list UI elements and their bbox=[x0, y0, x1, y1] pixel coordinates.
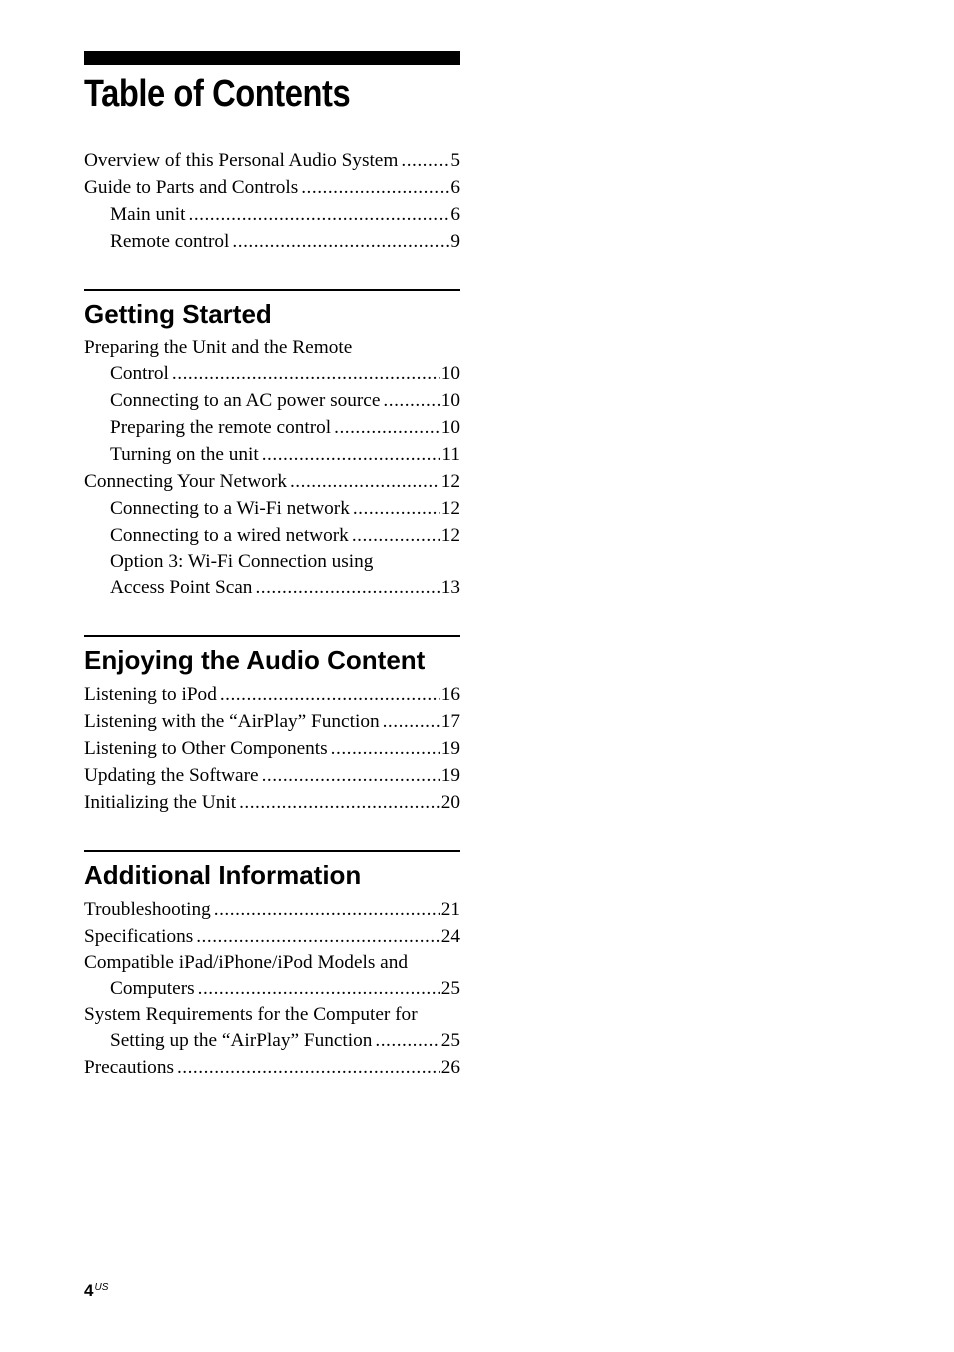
toc-entry-page: 26 bbox=[440, 1057, 460, 1078]
dot-leader bbox=[239, 789, 440, 816]
toc-entry-label: Connecting to an AC power source bbox=[110, 390, 381, 411]
region-code: US bbox=[94, 1282, 109, 1293]
section-getting-started bbox=[84, 289, 460, 601]
toc-entry-label: Listening to iPod bbox=[84, 684, 217, 705]
toc-entry-label: Connecting to a wired network bbox=[110, 525, 349, 546]
toc-entry-page: 12 bbox=[440, 525, 460, 546]
toc-entry-label: Compatible iPad/iPhone/iPod Models and bbox=[84, 952, 409, 973]
toc-entry-precautions[interactable] bbox=[84, 1054, 460, 1081]
toc-entry-turning-on[interactable] bbox=[84, 441, 460, 468]
toc-page bbox=[84, 51, 460, 1081]
dot-leader bbox=[352, 522, 440, 549]
dot-leader bbox=[172, 360, 440, 387]
toc-entry-page: 13 bbox=[440, 577, 460, 598]
toc-entry-label: Initializing the Unit bbox=[84, 792, 237, 813]
toc-entry-label: Troubleshooting bbox=[84, 899, 211, 920]
toc-entry-page: 19 bbox=[440, 738, 460, 759]
toc-entry-page: 5 bbox=[450, 150, 460, 171]
toc-entry-initializing[interactable] bbox=[84, 789, 460, 816]
toc-entry-preparing-unit[interactable] bbox=[84, 335, 460, 360]
toc-entry-ac-power[interactable] bbox=[84, 387, 460, 414]
toc-entry-page: 19 bbox=[440, 765, 460, 786]
dot-leader bbox=[177, 1054, 440, 1081]
section-rule bbox=[84, 289, 460, 291]
dot-leader bbox=[262, 762, 440, 789]
toc-entry-page: 9 bbox=[450, 231, 460, 252]
toc-entry-label: Connecting Your Network bbox=[84, 471, 287, 492]
toc-entry-label: Guide to Parts and Controls bbox=[84, 177, 299, 198]
toc-entry-page: 21 bbox=[440, 899, 460, 920]
toc-entry-main-unit[interactable] bbox=[84, 201, 460, 228]
section-title: Getting Started bbox=[84, 299, 272, 329]
toc-entry-label: Updating the Software bbox=[84, 765, 259, 786]
dot-leader bbox=[334, 414, 440, 441]
section-enjoying-audio bbox=[84, 635, 460, 816]
dot-leader bbox=[189, 201, 450, 228]
section-rule bbox=[84, 635, 460, 637]
toc-entry-label-cont: Setting up the “AirPlay” Function bbox=[110, 1030, 373, 1051]
toc-entry-label-cont: Access Point Scan bbox=[110, 577, 253, 598]
toc-entry-label: Preparing the Unit and the Remote bbox=[84, 337, 353, 358]
toc-entry-label: Listening with the “AirPlay” Function bbox=[84, 711, 380, 732]
toc-entry-page: 12 bbox=[440, 498, 460, 519]
toc-entry-other-components[interactable] bbox=[84, 735, 460, 762]
toc-entry-preparing-unit-cont[interactable] bbox=[84, 360, 460, 387]
dot-leader bbox=[214, 896, 440, 923]
toc-entry-page: 25 bbox=[440, 1030, 460, 1051]
toc-entry-page: 11 bbox=[441, 444, 460, 465]
toc-entry-page: 17 bbox=[440, 711, 460, 732]
toc-entry-remote-control[interactable] bbox=[84, 228, 460, 255]
toc-entry-label: Preparing the remote control bbox=[110, 417, 332, 438]
toc-entry-page: 10 bbox=[440, 417, 460, 438]
toc-entry-label: Connecting to a Wi-Fi network bbox=[110, 498, 350, 519]
dot-leader bbox=[262, 441, 441, 468]
section-additional-information bbox=[84, 850, 460, 1081]
toc-entry-page: 10 bbox=[440, 390, 460, 411]
toc-entry-updating-software[interactable] bbox=[84, 762, 460, 789]
toc-entry-airplay[interactable] bbox=[84, 708, 460, 735]
toc-entry-wired-network[interactable] bbox=[84, 522, 460, 549]
section-title: Enjoying the Audio Content bbox=[84, 645, 426, 675]
toc-entry-label: Main unit bbox=[110, 204, 186, 225]
toc-entry-label: Turning on the unit bbox=[110, 444, 259, 465]
toc-entry-option-3-cont[interactable] bbox=[84, 574, 460, 601]
toc-entry-page: 6 bbox=[450, 204, 460, 225]
toc-entry-label: Overview of this Personal Audio System bbox=[84, 150, 399, 171]
toc-entry-system-requirements[interactable] bbox=[84, 1002, 460, 1027]
toc-entry-wifi-network[interactable] bbox=[84, 495, 460, 522]
toc-entry-label-cont: Computers bbox=[110, 978, 195, 999]
toc-entry-overview[interactable] bbox=[84, 147, 460, 174]
toc-entry-listening-ipod[interactable] bbox=[84, 681, 460, 708]
dot-leader bbox=[401, 147, 449, 174]
toc-entry-connecting-network[interactable] bbox=[84, 468, 460, 495]
toc-entry-page: 10 bbox=[440, 363, 460, 384]
toc-entry-page: 6 bbox=[450, 177, 460, 198]
section-rule bbox=[84, 850, 460, 852]
page-number: 4 bbox=[84, 1281, 94, 1300]
dot-leader bbox=[383, 708, 440, 735]
dot-leader bbox=[198, 975, 440, 1002]
dot-leader bbox=[353, 495, 440, 522]
toc-entry-system-requirements-cont[interactable] bbox=[84, 1027, 460, 1054]
toc-entry-label: Specifications bbox=[84, 926, 194, 947]
dot-leader bbox=[232, 228, 449, 255]
toc-entry-guide-to-parts[interactable] bbox=[84, 174, 460, 201]
dot-leader bbox=[375, 1027, 439, 1054]
toc-entry-page: 20 bbox=[440, 792, 460, 813]
toc-entry-troubleshooting[interactable] bbox=[84, 896, 460, 923]
page-title: Table of Contents bbox=[84, 73, 351, 115]
section-title: Additional Information bbox=[84, 860, 362, 890]
toc-entry-page: 25 bbox=[440, 978, 460, 999]
dot-leader bbox=[331, 735, 440, 762]
toc-entry-label: Remote control bbox=[110, 231, 230, 252]
toc-entry-label: Listening to Other Components bbox=[84, 738, 328, 759]
toc-entry-preparing-remote[interactable] bbox=[84, 414, 460, 441]
toc-entry-page: 12 bbox=[440, 471, 460, 492]
dot-leader bbox=[383, 387, 439, 414]
dot-leader bbox=[255, 574, 439, 601]
toc-entry-specifications[interactable] bbox=[84, 923, 460, 950]
toc-entry-label: Option 3: Wi-Fi Connection using bbox=[110, 551, 374, 572]
toc-entry-label: System Requirements for the Computer for bbox=[84, 1004, 418, 1025]
dot-leader bbox=[301, 174, 449, 201]
toc-entry-page: 24 bbox=[440, 926, 460, 947]
toc-entry-compatible-models[interactable] bbox=[84, 950, 460, 975]
dot-leader bbox=[220, 681, 440, 708]
dot-leader bbox=[290, 468, 440, 495]
page-number-footer bbox=[84, 1281, 108, 1301]
intro-entries bbox=[84, 147, 460, 255]
dot-leader bbox=[196, 923, 439, 950]
title-rule bbox=[84, 51, 460, 65]
toc-entry-compatible-models-cont[interactable] bbox=[84, 975, 460, 1002]
toc-entry-option-3[interactable] bbox=[84, 549, 460, 574]
toc-entry-label-cont: Control bbox=[110, 363, 169, 384]
toc-entry-page: 16 bbox=[440, 684, 460, 705]
toc-entry-label: Precautions bbox=[84, 1057, 174, 1078]
